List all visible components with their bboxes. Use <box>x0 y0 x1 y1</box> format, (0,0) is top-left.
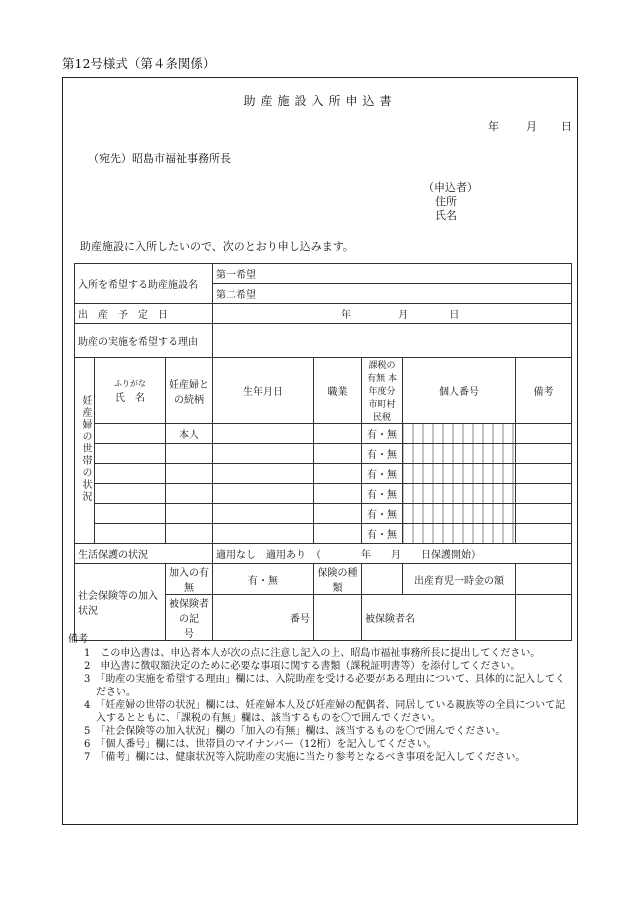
welfare-label: 生活保護の状況 <box>75 544 213 564</box>
household-label <box>75 358 95 544</box>
form-title: 助産施設入所申込書 <box>243 94 397 108</box>
mynumber-cell[interactable] <box>403 464 516 484</box>
ins-number-label: 番号 <box>290 614 311 625</box>
job-cell[interactable] <box>314 524 362 544</box>
name-ruby: ふりがな <box>114 378 146 388</box>
birth-cell[interactable] <box>213 524 314 544</box>
relation-cell[interactable] <box>166 484 213 504</box>
note-item: 3 「助産の実施を希望する理由」欄には、入院助産を受ける必要がある理由について、具体的に記入してください。 <box>84 674 565 698</box>
relation-cell[interactable] <box>166 504 213 524</box>
tax-cell[interactable]: 有・無 <box>362 524 403 544</box>
due-date-label: 出 産 予 定 日 <box>75 304 213 324</box>
ins-holder-label: 被保険者名 <box>362 595 516 641</box>
addressee: （宛先）昭島市福祉事務所長 <box>88 152 231 165</box>
job-cell[interactable] <box>314 504 362 524</box>
household-text: 妊産婦の世帯の状況 <box>80 395 91 503</box>
remarks-cell[interactable] <box>516 464 572 484</box>
birth-cell[interactable] <box>213 444 314 464</box>
welfare-field[interactable]: 適用なし 適用あり （ 年 月 日保護開始） <box>213 544 572 564</box>
birth-cell[interactable] <box>213 464 314 484</box>
tax-cell[interactable]: 有・無 <box>362 424 403 444</box>
name-cell[interactable] <box>95 524 166 544</box>
address-label: 住所 <box>435 195 457 208</box>
job-cell[interactable] <box>314 444 362 464</box>
relation-cell[interactable] <box>166 444 213 464</box>
name-cell[interactable] <box>95 444 166 464</box>
job-cell[interactable] <box>314 424 362 444</box>
remarks-cell[interactable] <box>516 484 572 504</box>
applicant-heading: （申込者） <box>423 181 478 194</box>
second-choice-field[interactable]: 第二希望 <box>213 284 572 304</box>
tax-cell[interactable]: 有・無 <box>362 464 403 484</box>
birth-cell[interactable] <box>213 504 314 524</box>
note-item: 7 「備考」欄には、健康状況等入院助産の実施に当たり参考となるべき事項を記入してください。 <box>84 752 526 763</box>
birth-cell[interactable] <box>213 484 314 504</box>
job-cell[interactable] <box>314 464 362 484</box>
note-item: 1 この申込書は、申込者本人が次の点に注意し記入の上、昭島市福祉事務所長に提出してください。 <box>84 648 541 659</box>
name-cell[interactable] <box>95 504 166 524</box>
col-name <box>95 358 166 424</box>
due-month-label: 月 <box>398 310 409 321</box>
note-item: 2 申込書に徴収額決定のために必要な事項に関する書類（課税証明書等）を添付してください。 <box>84 661 521 672</box>
form-number: 第12号様式（第４条関係） <box>62 56 216 71</box>
col-remarks: 備考 <box>516 358 572 424</box>
name-cell[interactable] <box>95 424 166 444</box>
date-month-label: 月 <box>526 120 537 133</box>
ins-join-value[interactable]: 有・無 <box>213 564 314 595</box>
note-item: 5 「社会保険等の加入状況」欄の「加入の有無」欄は、該当するものを〇で囲んでください。 <box>84 726 506 737</box>
notes-section <box>68 633 574 764</box>
application-table <box>74 263 572 641</box>
birth-cell[interactable] <box>213 424 314 444</box>
col-relation: 妊産婦との続柄 <box>166 358 213 424</box>
relation-cell[interactable] <box>166 524 213 544</box>
date-year-label: 年 <box>488 120 499 133</box>
relation-cell: 本人 <box>166 424 213 444</box>
due-date-field[interactable] <box>213 304 572 324</box>
reason-label: 助産の実施を希望する理由 <box>75 324 213 358</box>
ins-birth-field[interactable] <box>516 564 572 595</box>
mynumber-cell[interactable] <box>403 504 516 524</box>
ins-birth-label: 出産育児一時金の額 <box>403 564 516 595</box>
col-tax: 課税の有無 本年度分市町村民税 <box>362 358 403 424</box>
job-cell[interactable] <box>314 484 362 504</box>
intro-text: 助産施設に入所したいので、次のとおり申し込みます。 <box>80 240 354 253</box>
name-header: 氏 名 <box>115 392 145 404</box>
note-item: 6 「個人番号」欄には、世帯員のマイナンバー（12桁）を記入してください。 <box>84 739 437 750</box>
mynumber-cell[interactable] <box>403 524 516 544</box>
relation-cell[interactable] <box>166 464 213 484</box>
due-year-label: 年 <box>341 310 352 321</box>
remarks-cell[interactable] <box>516 504 572 524</box>
ins-symbol-label: 被保険者の記 号 <box>166 595 213 641</box>
applicant-block <box>423 181 478 223</box>
first-choice-field[interactable]: 第一希望 <box>213 264 572 284</box>
ins-type-field[interactable] <box>362 564 403 595</box>
mynumber-cell[interactable] <box>403 484 516 504</box>
insurance-label: 社会保険等の加入状況 <box>75 564 166 641</box>
ins-type-label: 保険の種類 <box>314 564 362 595</box>
tax-cell[interactable]: 有・無 <box>362 504 403 524</box>
col-mynumber: 個人番号 <box>403 358 516 424</box>
mynumber-cell[interactable] <box>403 444 516 464</box>
col-birth: 生年月日 <box>213 358 314 424</box>
remarks-cell[interactable] <box>516 424 572 444</box>
name-label: 氏名 <box>435 209 457 222</box>
tax-cell[interactable]: 有・無 <box>362 484 403 504</box>
name-cell[interactable] <box>95 484 166 504</box>
name-cell[interactable] <box>95 464 166 484</box>
ins-join-label: 加入の有無 <box>166 564 213 595</box>
col-job: 職業 <box>314 358 362 424</box>
note-item: 4 「妊産婦の世帯の状況」欄には、妊産婦本人及び妊産婦の配偶者、同居している親族等の全員について記入するとともに、「課税の有無」欄は、該当するものを〇で囲んでください。 <box>84 700 566 724</box>
notes-heading: 備考 <box>68 634 88 645</box>
remarks-cell[interactable] <box>516 444 572 464</box>
tax-cell[interactable]: 有・無 <box>362 444 403 464</box>
mynumber-cell[interactable] <box>403 424 516 444</box>
facility-label: 入所を希望する助産施設名 <box>75 264 213 304</box>
date-day-label: 日 <box>561 120 572 133</box>
remarks-cell[interactable] <box>516 524 572 544</box>
reason-field[interactable] <box>213 324 572 358</box>
due-day-label: 日 <box>449 310 460 321</box>
